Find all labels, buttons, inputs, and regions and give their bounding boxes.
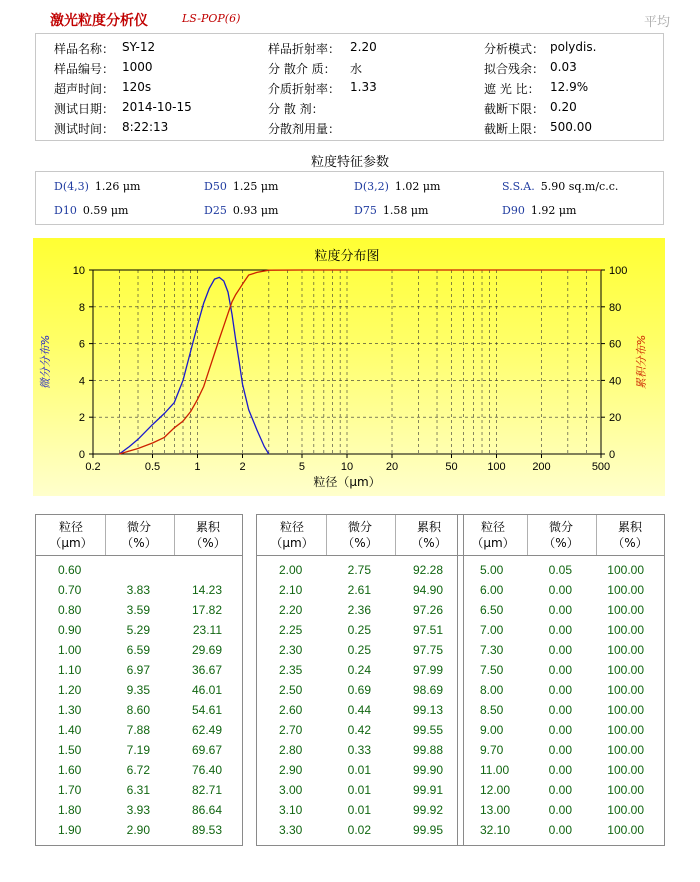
mode-label: 平均 [643,15,670,30]
table-header [394,519,464,551]
table-cell: 99.88 [412,743,443,757]
param-item [354,180,440,193]
info-value: 120s [122,80,152,94]
y-tick-label-left: 6 [78,338,85,351]
table-cell: 7.30 [480,643,504,657]
x-tick-label: 20 [385,461,399,473]
table-cell: 5.00 [480,563,504,577]
table-header-name: 累积 [617,520,642,534]
y-axis-label-left: 微分分布% [39,334,52,390]
x-tick-label: 200 [532,461,551,473]
info-value: 12.9% [550,80,589,94]
table-cell: 1.70 [58,783,82,797]
table-cell: 0.00 [548,823,572,837]
table-header [325,519,395,551]
table-header [36,519,106,551]
table-cell: 0.01 [347,803,371,817]
table-header-unit: （μm） [471,536,515,550]
y-tick-label-right: 100 [609,265,628,277]
table-cell: 32.10 [480,823,511,837]
info-value: polydis. [550,40,597,54]
table-cell: 2.36 [347,603,371,617]
table-cell: 14.23 [191,583,222,597]
table-cell: 2.90 [279,763,303,777]
table-cell: 100.00 [607,643,644,657]
y-tick-label-left: 2 [78,412,85,425]
table-cell: 99.90 [412,763,443,777]
x-tick-label: 50 [445,461,458,473]
table-header-name: 累积 [195,520,220,534]
table-cell: 100.00 [607,743,644,757]
params-title: 粒度特征参数 [310,155,389,170]
data-table [256,514,464,846]
table-cell: 0.00 [548,783,572,797]
table-cell: 99.92 [412,803,443,817]
table-cell: 3.10 [279,803,303,817]
table-cell: 11.00 [480,763,510,777]
table-header-name: 粒径 [58,520,83,534]
table-cell: 5.29 [126,623,150,637]
table-cell: 0.02 [347,823,371,837]
table-cell: 6.31 [126,783,150,797]
chart-title: 粒度分布图 [314,249,380,264]
table-cell: 76.40 [191,763,222,777]
table-cell: 0.00 [548,623,572,637]
info-label: 分 散介 质： [268,62,336,76]
table-cell: 23.11 [192,623,222,637]
x-axis-label: 粒径（μm） [313,475,381,489]
table-cell: 1.10 [58,663,82,677]
table-cell: 0.00 [548,603,572,617]
x-tick-label: 1 [194,461,201,473]
table-cell: 100.00 [607,703,644,717]
table-cell: 2.25 [279,623,303,637]
header-separator [105,515,106,555]
param-value: 0.59 μm [82,204,129,217]
table-cell: 0.00 [548,643,572,657]
table-cell: 99.91 [412,783,443,797]
table-cell: 0.24 [347,663,371,677]
y-tick-label-right: 20 [609,412,622,425]
table-header-name: 粒径 [480,520,505,534]
cumulative-series-line [119,270,601,454]
table-cell: 86.64 [191,803,222,817]
table-cell: 0.00 [548,683,572,697]
table-header-unit: （%） [342,536,378,550]
param-item [54,180,140,193]
table-cell: 100.00 [607,763,644,777]
table-cell: 98.69 [412,683,443,697]
table-header [595,519,665,551]
info-label: 样品编号： [54,62,115,76]
table-cell: 3.00 [279,783,303,797]
table-header [104,519,174,551]
table-cell: 99.13 [412,703,443,717]
table-header-unit: （%） [543,536,579,550]
info-value: 1.33 [350,80,377,94]
table-header-name: 微分 [126,520,151,534]
table-cell: 82.71 [191,783,222,797]
table-cell: 0.25 [347,623,371,637]
table-cell: 2.20 [279,603,303,617]
table-cell: 2.61 [347,583,371,597]
table-cell: 0.80 [58,603,82,617]
table-cell: 2.90 [126,823,150,837]
table-cell: 9.35 [126,683,150,697]
table-cell: 3.93 [126,803,150,817]
x-tick-label: 0.2 [85,461,101,473]
table-cell: 100.00 [607,623,644,637]
table-cell: 97.99 [412,663,443,677]
param-value: 1.02 μm [394,180,441,193]
table-cell: 3.30 [279,823,303,837]
table-cell: 69.67 [191,743,222,757]
table-cell: 97.51 [412,623,443,637]
info-value: 500.00 [550,120,592,134]
info-value: 水 [350,62,363,76]
table-cell: 100.00 [607,803,644,817]
table-cell: 0.44 [347,703,371,717]
table-cell: 9.00 [480,723,504,737]
table-cell: 1.30 [58,703,82,717]
table-header-name: 累积 [416,520,441,534]
table-cell: 89.53 [191,823,222,837]
param-item [54,204,128,217]
x-tick-label: 500 [591,461,611,473]
param-label: D90 [502,204,525,217]
table-header-name: 微分 [548,520,573,534]
header-separator [326,515,327,555]
table-cell: 100.00 [607,723,644,737]
param-value: 1.25 μm [232,180,279,193]
table-cell: 0.42 [347,723,371,737]
table-cell: 0.00 [548,803,572,817]
report-header [50,8,670,30]
table-cell: 8.50 [480,703,504,717]
table-cell: 94.90 [412,583,443,597]
info-value: SY-12 [122,40,156,54]
table-cell: 8.00 [480,683,504,697]
info-label: 遮 光 比： [484,82,540,96]
table-cell: 54.61 [191,703,222,717]
table-cell: 0.90 [58,623,82,637]
instrument-model: LS-POP(6) [182,12,241,25]
header-rule [36,555,242,556]
param-value: 0.93 μm [232,204,279,217]
table-cell: 8.60 [126,703,150,717]
param-label: D25 [204,204,227,217]
y-tick-label-left: 8 [78,301,85,314]
table-cell: 100.00 [607,663,644,677]
table-cell: 1.60 [58,763,82,777]
table-cell: 17.82 [191,603,222,617]
x-tick-label: 0.5 [144,461,161,473]
table-cell: 0.00 [548,763,572,777]
particle-params-panel [35,171,664,225]
info-value: 2014-10-15 [122,100,192,114]
table-cell: 36.67 [191,663,222,677]
table-cell: 1.40 [58,723,82,737]
table-cell: 6.59 [126,643,150,657]
x-tick-label: 2 [239,461,246,473]
info-label: 测试时间： [54,122,115,136]
y-tick-label-right: 0 [609,449,616,461]
info-value: 0.03 [550,60,577,74]
param-label: D(4,3) [54,180,89,193]
table-header-unit: （μm） [270,536,314,550]
table-cell: 0.60 [58,563,82,577]
table-cell: 100.00 [607,603,644,617]
table-header-name: 粒径 [279,520,304,534]
param-value: 1.58 μm [382,204,429,217]
table-cell: 0.00 [548,663,572,677]
table-cell: 0.25 [347,643,371,657]
data-table [35,514,243,846]
table-cell: 6.72 [126,763,150,777]
info-label: 分析模式： [484,42,545,56]
table-cell: 100.00 [607,783,644,797]
table-cell: 6.97 [126,663,150,677]
info-value: 2.20 [350,40,377,54]
info-label: 分 散 剂： [268,102,324,116]
param-label: S.S.A. [502,180,535,193]
table-cell: 97.75 [412,643,443,657]
table-cell: 0.05 [548,563,572,577]
table-cell: 99.95 [412,823,443,837]
sample-info-panel [35,33,664,141]
table-cell: 92.28 [412,563,443,577]
table-cell: 0.00 [548,583,572,597]
param-label: D50 [204,180,227,193]
x-tick-label: 5 [298,461,306,473]
info-label: 超声时间： [54,82,115,96]
table-cell: 2.30 [279,643,303,657]
table-cell: 1.00 [58,643,82,657]
table-cell: 6.50 [480,603,504,617]
table-cell: 0.69 [347,683,371,697]
table-cell: 3.59 [126,603,150,617]
param-item [502,204,576,217]
table-header [526,519,596,551]
table-cell: 7.00 [480,623,504,637]
param-label: D(3,2) [354,180,389,193]
table-cell: 2.35 [279,663,303,677]
info-label: 样品名称： [54,42,115,56]
table-header-unit: （%） [612,536,648,550]
info-label: 截断上限： [484,122,545,136]
table-cell: 100.00 [607,683,644,697]
table-cell: 6.00 [480,583,504,597]
table-header-name: 微分 [347,520,372,534]
table-cell: 9.70 [480,743,504,757]
data-table [457,514,665,846]
table-cell: 3.83 [126,583,150,597]
table-cell: 7.19 [126,743,150,757]
y-tick-label-right: 60 [609,338,622,351]
instrument-title: 激光粒度分析仪 [50,13,148,29]
table-cell: 2.60 [279,703,303,717]
table-cell: 62.49 [191,723,222,737]
info-label: 介质折射率： [268,82,341,96]
y-axis-label-right: 累积分布% [635,334,648,390]
info-value: 0.20 [550,100,577,114]
table-cell: 46.01 [191,683,222,697]
y-tick-label-right: 80 [609,301,622,314]
distribution-chart [33,238,665,496]
y-tick-label-left: 0 [78,449,85,461]
y-tick-label-left: 10 [72,265,85,277]
table-cell: 0.01 [347,783,371,797]
differential-series-line [119,277,268,454]
table-header [458,519,528,551]
table-header-unit: （%） [190,536,226,550]
table-cell: 0.33 [347,743,371,757]
param-item [502,180,618,193]
table-header-unit: （%） [121,536,157,550]
table-cell: 7.50 [480,663,504,677]
header-separator [596,515,597,555]
info-label: 样品折射率： [268,42,341,56]
y-tick-label-right: 40 [609,375,622,388]
param-value: 1.26 μm [94,180,141,193]
table-cell: 0.00 [548,703,572,717]
info-label: 截断下限： [484,102,545,116]
table-cell: 1.90 [58,823,82,837]
param-value: 1.92 μm [530,204,577,217]
table-header [257,519,327,551]
table-cell: 97.26 [412,603,443,617]
header-rule [257,555,463,556]
y-tick-label-left: 4 [78,375,85,388]
table-cell: 2.70 [279,723,303,737]
table-cell: 100.00 [607,823,644,837]
header-separator [527,515,528,555]
table-cell: 12.00 [480,783,511,797]
header-rule [458,555,664,556]
table-header [173,519,243,551]
table-cell: 7.88 [126,723,150,737]
table-cell: 1.80 [58,803,82,817]
table-header-unit: （μm） [49,536,93,550]
param-label: D10 [54,204,77,217]
table-cell: 0.00 [548,723,572,737]
param-item [204,180,278,193]
table-cell: 0.01 [347,763,371,777]
table-cell: 2.75 [347,563,371,577]
table-cell: 99.55 [412,723,443,737]
table-cell: 2.00 [279,563,303,577]
table-cell: 100.00 [607,583,644,597]
table-cell: 1.50 [58,743,82,757]
table-cell: 29.69 [191,643,222,657]
header-separator [395,515,396,555]
param-value: 5.90 sq.m/c.c. [540,180,619,193]
param-label: D75 [354,204,377,217]
x-tick-label: 100 [487,461,506,473]
chart-svg [33,238,665,496]
table-cell: 13.00 [480,803,511,817]
info-label: 分散剂用量： [268,122,341,136]
table-cell: 2.10 [279,583,303,597]
x-tick-label: 10 [340,461,354,473]
table-cell: 0.70 [58,583,82,597]
header-separator [174,515,175,555]
info-value: 1000 [122,60,153,74]
info-label: 拟合残余： [484,62,545,76]
table-cell: 0.00 [548,743,572,757]
info-value: 8:22:13 [122,120,169,134]
param-item [354,204,428,217]
table-cell: 2.50 [279,683,303,697]
info-label: 测试日期： [54,102,115,116]
param-item [204,204,278,217]
table-header-unit: （%） [411,536,447,550]
table-cell: 100.00 [607,563,644,577]
table-cell: 2.80 [279,743,303,757]
table-cell: 1.20 [58,683,82,697]
